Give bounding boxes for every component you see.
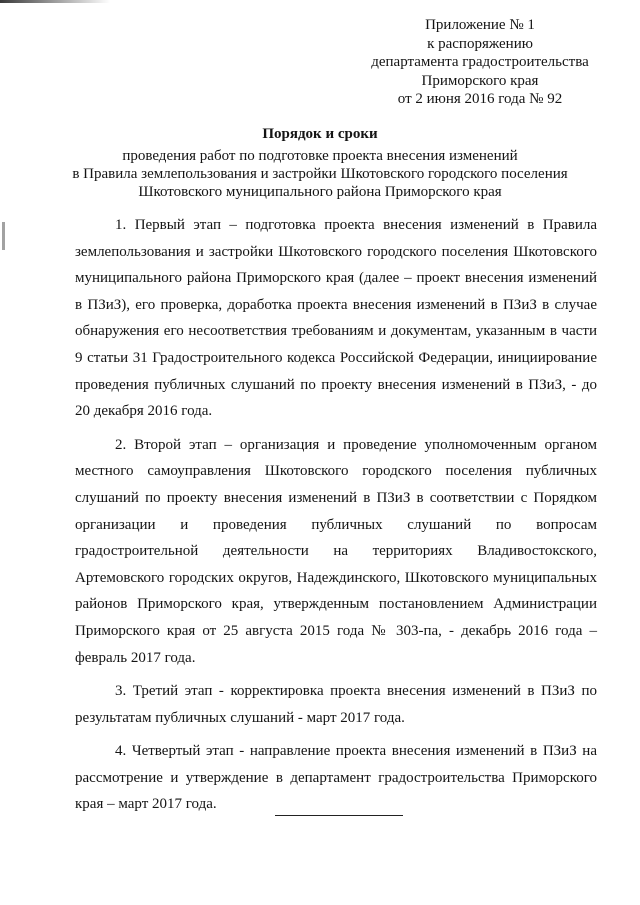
appendix-number: Приложение № 1	[425, 17, 535, 33]
appendix-reference: к распоряжению	[427, 35, 533, 52]
title-line: в Правила землепользования и застройки Шкотовского городского поселения	[72, 166, 568, 182]
document-title	[40, 125, 600, 201]
title-line: Шкотовского муниципального района Приморского края	[138, 184, 502, 200]
document-body	[75, 212, 597, 818]
closing-divider	[275, 815, 403, 816]
title-heading: Порядок и сроки	[262, 126, 378, 142]
paragraph-stage-2: 2. Второй этап – организация и проведение уполномоченным органом местного самоуправления Шкотовского городского поселения публичных слушаний по проекту внесения изменений в ПЗиЗ в соответствии с Порядком организации и проведения публичных слушаний по вопросам градостроительной деятельности на территориях Владивостокского, Артемовского городских округов, Надеждинского, Шкотовского муниципальных районов Приморского края, утвержденным постановлением Администрации Приморского края от 25 августа 2015 года № 303-па, - декабрь 2016 года – февраль 2017 года.	[75, 436, 597, 666]
scan-artifact	[0, 0, 110, 3]
appendix-header	[360, 16, 600, 109]
paragraph-stage-3: 3. Третий этап - корректировка проекта внесения изменений в ПЗиЗ по результатам публичных слушаний - март 2017 года.	[75, 683, 597, 726]
appendix-region: Приморского края	[421, 72, 539, 89]
paragraph-stage-4: 4. Четвертый этап - направление проекта внесения изменений в ПЗиЗ на рассмотрение и утверждение в департамент градостроительства Приморского края – март 2017 года.	[75, 743, 597, 813]
scan-artifact	[2, 222, 5, 250]
appendix-department: департамента градостроительства	[371, 54, 589, 70]
appendix-date: от 2 июня 2016 года № 92	[397, 91, 563, 107]
title-line: проведения работ по подготовке проекта внесения изменений	[122, 148, 518, 164]
paragraph-stage-1: 1. Первый этап – подготовка проекта внесения изменений в Правила землепользования и застройки Шкотовского городского поселения Шкотовского муниципального района Приморского края (далее – проект внесения изменений в ПЗиЗ), его проверка, доработка проекта внесения изменений в ПЗиЗ в случае обнаружения его несоответствия требованиям и документам, указанным в части 9 статьи 31 Градостроительного кодекса Российской Федерации, инициирование проведения публичных слушаний по проекту внесения изменений в ПЗиЗ, - до 20 декабря 2016 года.	[75, 217, 597, 420]
